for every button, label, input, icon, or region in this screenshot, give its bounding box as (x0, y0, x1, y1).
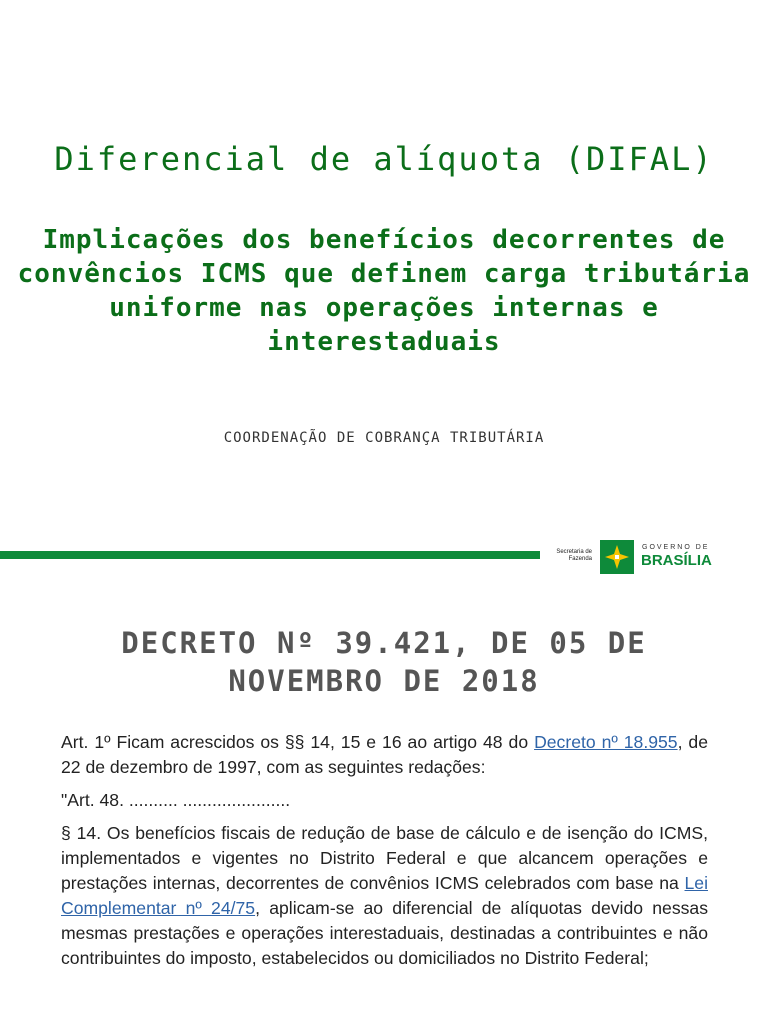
secretaria-line-1: Secretaria de (556, 549, 592, 555)
coordination-label: COORDENAÇÃO DE COBRANÇA TRIBUTÁRIA (223, 430, 545, 446)
page-title: Diferencial de alíquota (DIFAL) (54, 140, 714, 178)
lei-complementar-link[interactable]: Lei Complementar nº 24/75 (61, 873, 708, 918)
article-1-text-start: Art. 1º Ficam acrescidos os §§ 14, 15 e 16 ao artigo 48 do (61, 732, 535, 752)
article-1-paragraph (61, 730, 708, 780)
decreto-link[interactable]: Decreto nº 18.955 (534, 732, 678, 752)
brasilia-emblem-icon (600, 540, 634, 574)
paragraph-14-text-start: § 14. Os benefícios fiscais de redução de base de cálculo e de isenção do ICMS, implementados e vigentes no Distrito Federal e que alcancem operações e prestações internas, decorrentes de convênios ICMS celebrados com base na (61, 823, 708, 893)
page-subtitle: Implicações dos benefícios decorrentes de convêncios ICMS que definem carga tributária uniforme nas operações internas e interestaduais (17, 225, 751, 357)
decree-title: DECRETO Nº 39.421, DE 05 DE NOVEMBRO DE 2018 (121, 626, 647, 698)
brasilia-label: BRASÍLIA (641, 552, 712, 569)
secretaria-logo-text (548, 549, 592, 563)
paragraph-14-text-end: , aplicam-se ao diferencial de alíquotas devido nessas mesmas prestações e operações interestaduais, destinadas a contribuintes e não contribuintes do imposto, estabelecidos ou domiciliados no Distrito Federal; (61, 898, 708, 968)
article-1-text-end: , de 22 de dezembro de 1997, com as seguintes redações: (61, 732, 708, 777)
decree-body (61, 730, 708, 979)
slide-decree (0, 580, 768, 1024)
secretaria-line-2: Fazenda (568, 556, 592, 562)
governo-label: GOVERNO DE (642, 544, 710, 551)
green-divider-bar (0, 551, 540, 559)
paragraph-14 (61, 821, 708, 971)
article-48-line: "Art. 48. .......... ...................... (61, 790, 291, 810)
